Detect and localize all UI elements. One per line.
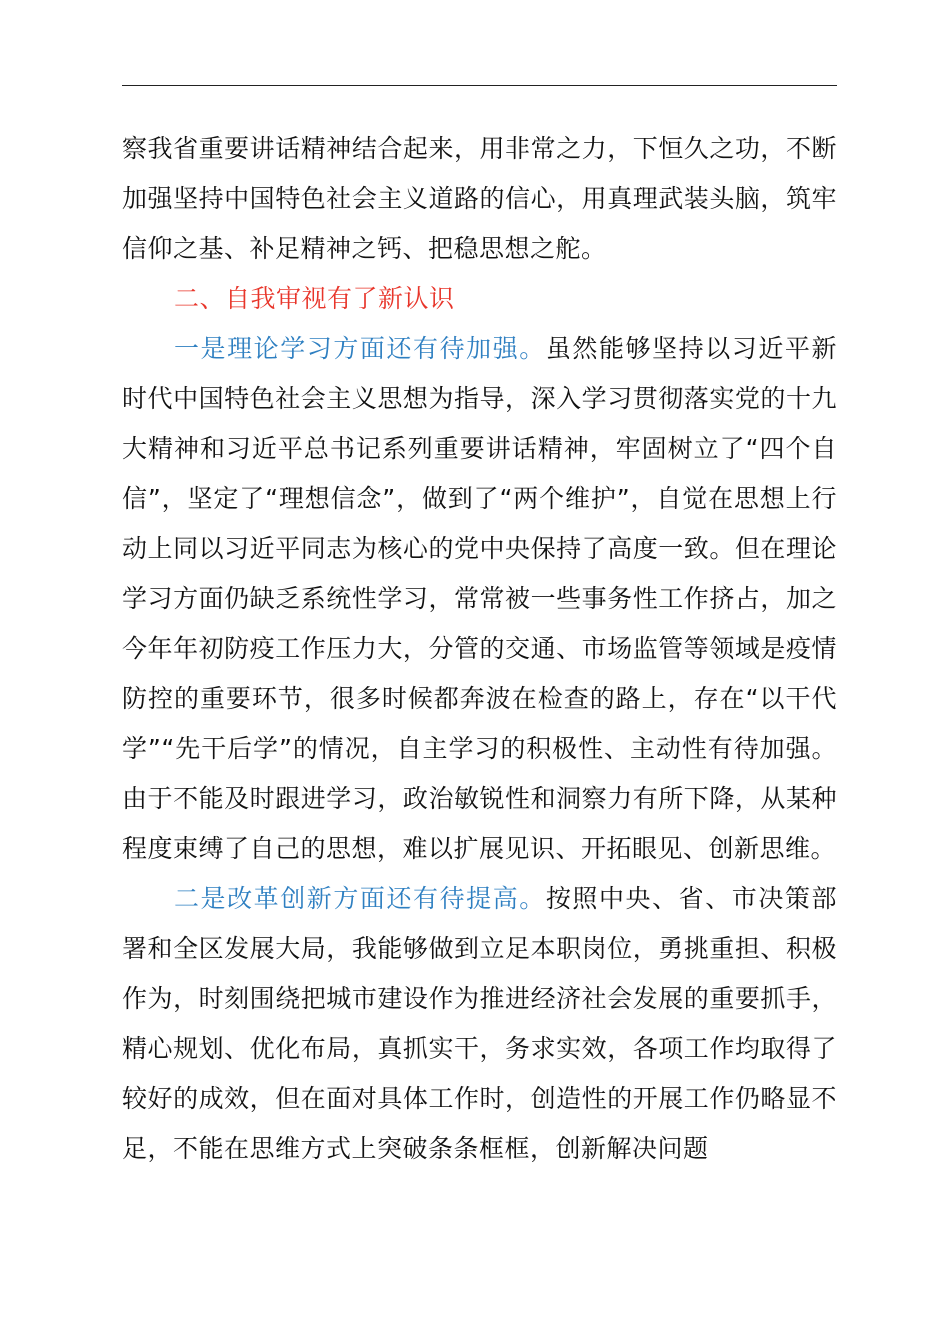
paragraph-lead-theory: 一是理论学习方面还有待加强。 <box>174 334 546 363</box>
paragraph-body-reform: 按照中央、省、市决策部署和全区发展大局，我能够做到立足本职岗位，勇挑重担、积极作为，时刻围绕把城市建设作为推进经济社会发展的重要抓手，精心规划、优化布局，真抓实干，务求实效，各项工作均取得了较好的成效，但在面对具体工作时，创造性的开展工作仍略显不足，不能在思维方式上突破条条框框，创新解决问题 <box>122 884 837 1163</box>
document-body <box>122 124 837 1174</box>
header-rule <box>122 85 837 86</box>
paragraph-reform-innovation <box>122 874 837 1174</box>
paragraph-body-theory: 虽然能够坚持以习近平新时代中国特色社会主义思想为指导，深入学习贯彻落实党的十九大精神和习近平总书记系列重要讲话精神，牢固树立了“四个自信”，坚定了“理想信念”，做到了“两个维护”，自觉在思想上行动上同以习近平同志为核心的党中央保持了高度一致。但在理论学习方面仍缺乏系统性学习，常常被一些事务性工作挤占，加之今年年初防疫工作压力大，分管的交通、市场监管等领域是疫情防控的重要环节，很多时候都奔波在检查的路上，存在“以干代学”“先干后学”的情况，自主学习的积极性、主动性有待加强。由于不能及时跟进学习，政治敏锐性和洞察力有所下降，从某种程度束缚了自己的思想，难以扩展见识、开拓眼见、创新思维。 <box>122 334 837 863</box>
paragraph-continuation: 察我省重要讲话精神结合起来，用非常之力，下恒久之功，不断加强坚持中国特色社会主义道路的信心，用真理武装头脑，筑牢信仰之基、补足精神之钙、把稳思想之舵。 <box>122 134 837 263</box>
section-heading: 二、自我审视有了新认识 <box>174 284 455 313</box>
paragraph-theory-study <box>122 324 837 874</box>
paragraph-lead-reform: 二是改革创新方面还有待提高。 <box>174 884 546 913</box>
